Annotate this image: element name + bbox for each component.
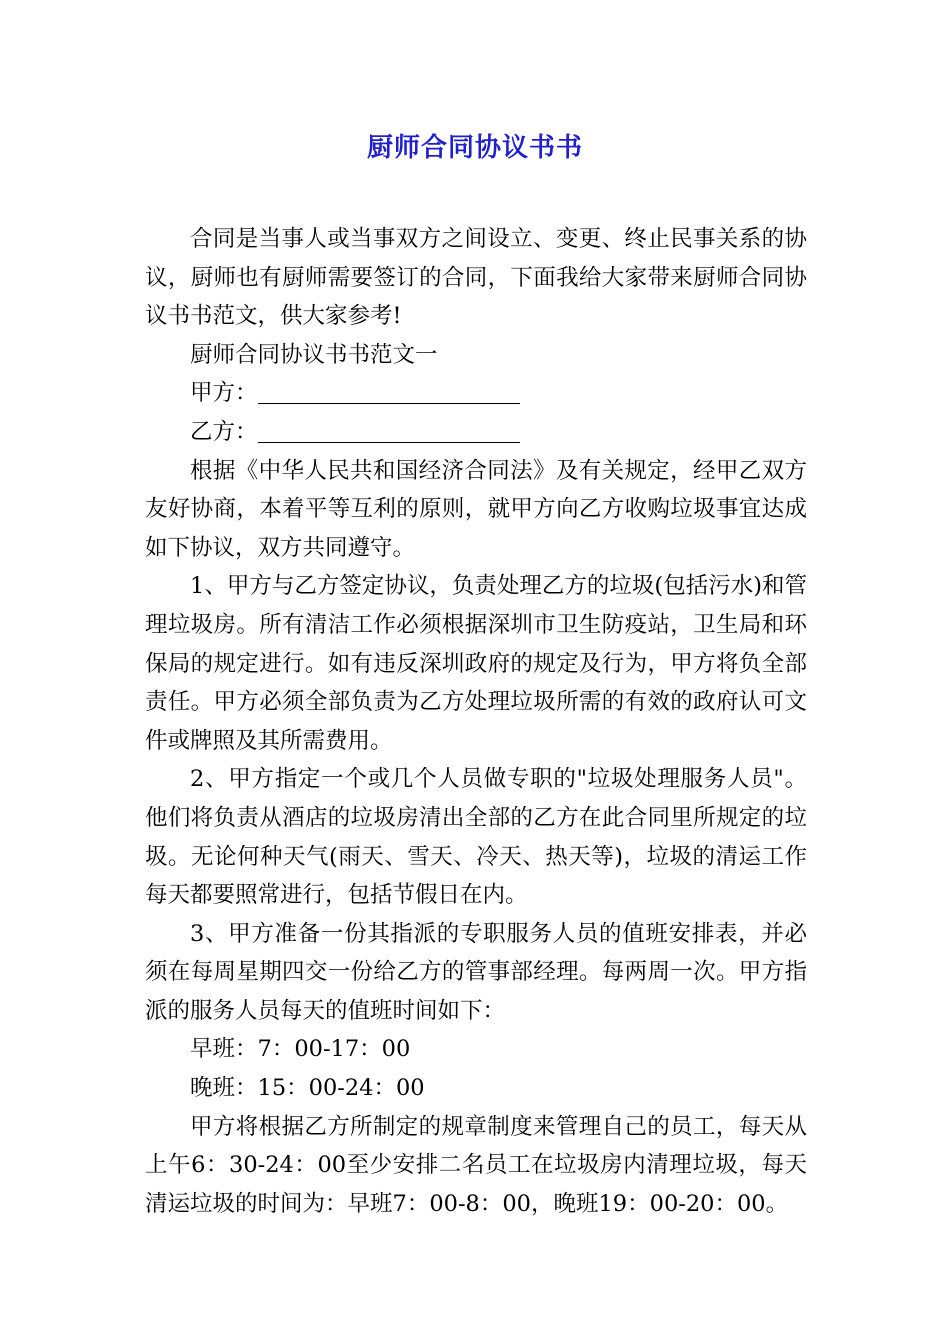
- sample-heading: 厨师合同协议书书范文一: [190, 341, 438, 368]
- document-title: 厨师合同协议书书: [366, 133, 583, 163]
- clause-3: 3、甲方准备一份其指派的专职服务人员的值班安排表，并必须在每周星期四交一份给乙方的管事部经理。每两周一次。甲方指派的服务人员每天的值班时间如下：: [145, 920, 807, 1024]
- party-a-blank: [258, 381, 520, 404]
- staff-management-paragraph: 甲方将根据乙方所制定的规章制度来管理自己的员工，每天从上午6：30-24：00至少安排二名员工在垃圾房内清理垃圾，每天清运垃圾的时间为：早班7：00-8：00，晚班19：00-20：00。: [145, 1113, 807, 1217]
- preamble-paragraph: 根据《中华人民共和国经济合同法》及有关规定，经甲乙双方友好协商，本着平等互利的原则，就甲方向乙方收购垃圾事宜达成如下协议，双方共同遵守。: [145, 457, 807, 561]
- party-b-blank: [258, 420, 520, 443]
- evening-shift: 晚班：15：00-24：00: [190, 1075, 425, 1102]
- document-body: [145, 220, 807, 1223]
- party-b-line: [145, 413, 807, 452]
- party-b-label: 乙方：: [190, 418, 258, 445]
- clause-2: 2、甲方指定一个或几个人员做专职的"垃圾处理服务人员"。他们将负责从酒店的垃圾房清出全部的乙方在此合同里所规定的垃圾。无论何种天气(雨天、雪天、冷天、热天等)，垃圾的清运工作每天都要照常进行，包括节假日在内。: [145, 766, 807, 909]
- morning-shift: 早班：7：00-17：00: [190, 1036, 411, 1063]
- clause-1: 1、甲方与乙方签定协议，负责处理乙方的垃圾(包括污水)和管理垃圾房。所有清洁工作必须根据深圳市卫生防疫站，卫生局和环保局的规定进行。如有违反深圳政府的规定及行为，甲方将负全部责任。甲方必须全部负责为乙方处理垃圾所需的有效的政府认可文件或牌照及其所需费用。: [145, 573, 807, 754]
- intro-paragraph: 合同是当事人或当事双方之间设立、变更、终止民事关系的协议，厨师也有厨师需要签订的合同，下面我给大家带来厨师合同协议书书范文，供大家参考!: [145, 226, 807, 330]
- party-a-line: [145, 374, 807, 413]
- party-a-label: 甲方：: [190, 380, 258, 407]
